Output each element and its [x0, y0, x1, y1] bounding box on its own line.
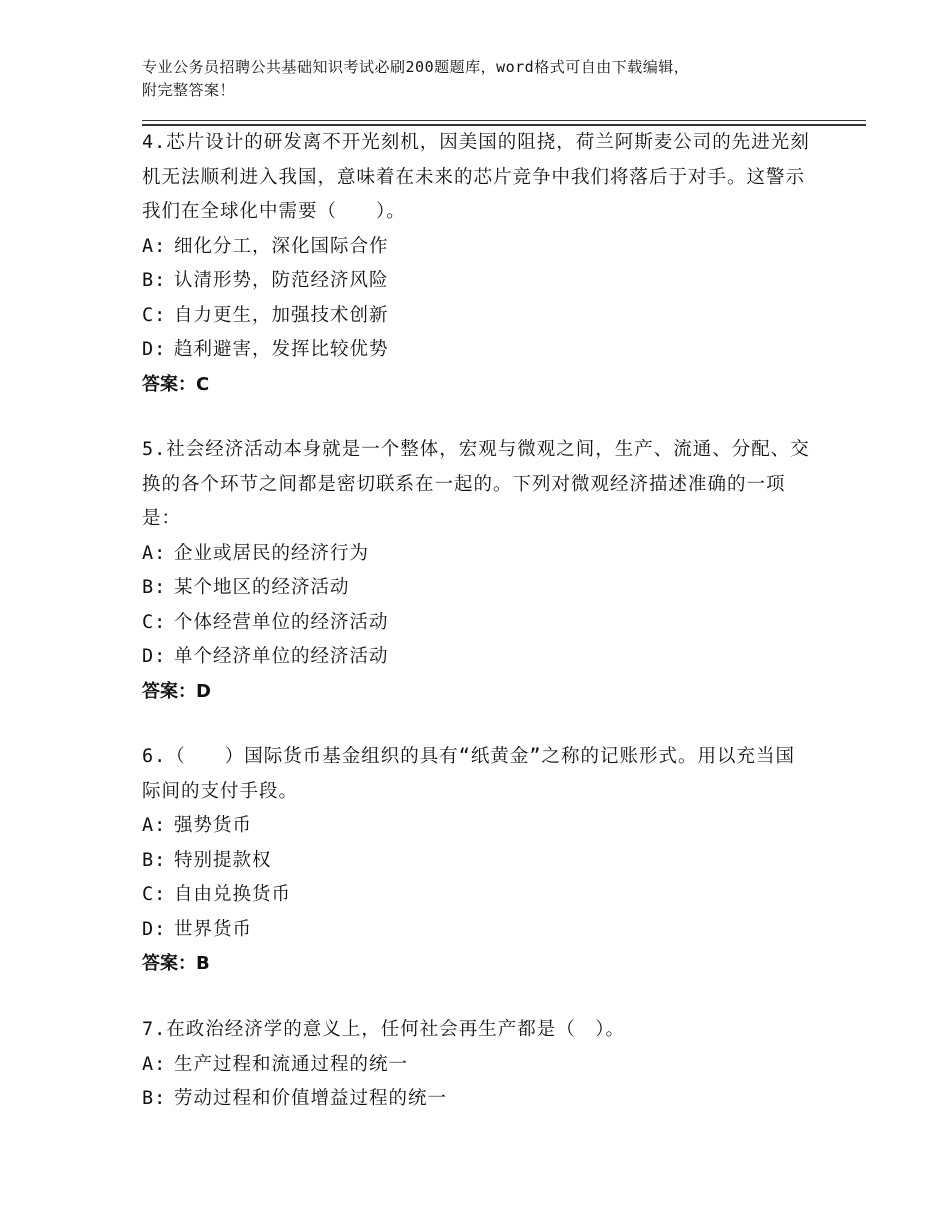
option-text: 单个经济单位的经济活动: [174, 646, 389, 667]
question-4: [142, 126, 812, 402]
option-a: [142, 1048, 812, 1083]
option-letter: C:: [142, 611, 167, 633]
option-b: [142, 844, 812, 879]
option-b: [142, 1082, 812, 1117]
option-text: 认清形势，防范经济风险: [174, 270, 389, 291]
option-text: 特别提款权: [174, 849, 272, 871]
document-header: [142, 56, 842, 102]
option-d: [142, 640, 812, 675]
option-b: [142, 264, 812, 299]
option-a: [142, 537, 812, 572]
answer-line: 答案：C: [142, 373, 210, 395]
option-letter: D:: [142, 339, 167, 360]
option-letter: D:: [142, 646, 167, 667]
answer-line: 答案：D: [142, 680, 211, 702]
answer-line: 答案：B: [142, 953, 210, 974]
option-letter: A:: [142, 542, 167, 564]
option-d: [142, 333, 812, 368]
option-text: 个体经营单位的经济活动: [174, 611, 389, 633]
option-letter: B:: [142, 1088, 167, 1109]
header-divider-thin: [142, 120, 866, 121]
question-6: [142, 740, 812, 981]
option-text: 自由兑换货币: [174, 884, 292, 905]
option-text: 企业或居民的经济行为: [174, 542, 370, 564]
option-text: 世界货币: [174, 918, 253, 940]
question-stem: 4.芯片设计的研发离不开光刻机，因美国的阻挠，荷兰阿斯麦公司的先进光刻机无法顺利进入我国，意味着在未来的芯片竞争中我们将落后于对手。这警示我们在全球化中需要（ ）。: [142, 132, 810, 222]
option-letter: A:: [142, 235, 167, 257]
question-7: [142, 1013, 812, 1117]
question-5: [142, 433, 812, 709]
option-d: [142, 913, 812, 948]
option-letter: D:: [142, 918, 167, 940]
option-text: 细化分工，深化国际合作: [174, 235, 389, 257]
header-text-line-1: 专业公务员招聘公共基础知识考试必刷200题题库，word格式可自由下载编辑，: [142, 58, 690, 76]
question-stem: 7.在政治经济学的意义上，任何社会再生产都是（ ）。: [142, 1019, 626, 1040]
question-stem: 6.（ ）国际货币基金组织的具有“纸黄金”之称的记账形式。用以充当国际间的支付手段。: [142, 746, 796, 802]
option-c: [142, 878, 812, 913]
option-text: 某个地区的经济活动: [174, 577, 350, 598]
option-a: [142, 809, 812, 844]
option-letter: B:: [142, 270, 167, 291]
header-text-line-2: 附完整答案！: [142, 81, 236, 99]
option-letter: A:: [142, 1053, 167, 1075]
option-letter: C:: [142, 304, 167, 326]
question-stem: 5.社会经济活动本身就是一个整体，宏观与微观之间，生产、流通、分配、交换的各个环节之间都是密切联系在一起的。下列对微观经济描述准确的一项是：: [142, 439, 810, 529]
option-text: 自力更生，加强技术创新: [174, 304, 389, 326]
option-text: 强势货币: [174, 815, 253, 836]
option-text: 趋利避害，发挥比较优势: [174, 339, 389, 360]
option-a: [142, 230, 812, 265]
option-c: [142, 606, 812, 641]
option-text: 劳动过程和价值增益过程的统一: [174, 1088, 448, 1109]
option-letter: C:: [142, 884, 167, 905]
option-letter: A:: [142, 815, 167, 836]
option-c: [142, 299, 812, 334]
option-letter: B:: [142, 849, 167, 871]
option-b: [142, 571, 812, 606]
option-letter: B:: [142, 577, 167, 598]
option-text: 生产过程和流通过程的统一: [174, 1053, 409, 1075]
